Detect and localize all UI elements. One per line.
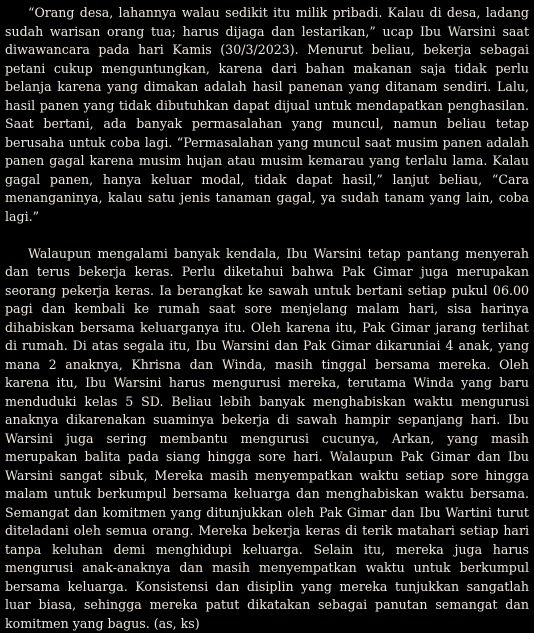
paragraph-interview-quote: “Orang desa, lahannya walau sedikit itu milik pribadi. Kalau di desa, ladang sudah warisan orang tua; harus dijaga dan lestarikan,” ucap Ibu Warsini saat diwawancara pada hari Kamis (30/3/2023). Menurut beliau, bekerja sebagai petani cukup menguntungkan, karena dari bahan makanan saja tidak perlu belanja karena yang dimakan adalah hasil panenan yang ditanam sendiri. Lalu, hasil panen yang tidak dibutuhkan dapat dijual untuk mendapatkan penghasilan. Saat bertani, ada banyak permasalahan yang muncul, namun beliau tetap berusaha untuk coba lagi. “Permasalahan yang muncul saat musim panen adalah panen gagal karena musim hujan atau musim kemarau yang terlalu lama. Kalau gagal panen, hanya keluar modal, tidak dapat hasil,” lanjut beliau, “Cara menanganinya, kalau satu jenis tanaman gagal, ya sudah tanam yang lain, coba lagi.” [5,4,529,226]
paragraph-spacer [5,226,529,245]
paragraph-family-commitment: Walaupun mengalami banyak kendala, Ibu Warsini tetap pantang menyerah dan terus bekerja keras. Perlu diketahui bahwa Pak Gimar juga merupakan seorang pekerja keras. Ia berangkat ke sawah untuk bertani setiap pukul 06.00 pagi dan kembali ke rumah saat sore menjelang malam hari, sisa harinya dihabiskan bersama keluarganya itu. Oleh karena itu, Pak Gimar jarang terlihat di rumah. Di atas segala itu, Ibu Warsini dan Pak Gimar dikaruniai 4 anak, yang mana 2 anaknya, Khrisna dan Winda, masih tinggal bersama mereka. Oleh karena itu, Ibu Warsini harus mengurusi mereka, terutama Winda yang baru menduduki kelas 5 SD. Beliau lebih banyak menghabiskan waktu mengurusi anaknya dikarenakan suaminya bekerja di sawah hampir sepanjang hari. Ibu Warsini juga sering membantu mengurusi cucunya, Arkan, yang masih merupakan balita pada siang hingga sore hari. Walaupun Pak Gimar dan Ibu Warsini sangat sibuk, Mereka masih menyempatkan waktu setiap sore hingga malam untuk berkumpul bersama keluarga dan menghabiskan waktu bersama. Semangat dan komitmen yang ditunjukkan oleh Pak Gimar dan Ibu Wartini turut diteladani oleh semua orang. Mereka bekerja keras di terik matahari setiap hari tanpa keluhan demi menghidupi keluarga. Selain itu, mereka juga harus mengurusi anak-anaknya dan masih menyempatkan waktu untuk berkumpul bersama keluarga. Konsistensi dan disiplin yang mereka tunjukkan sangatlah luar biasa, sehingga mereka patut dikatakan sebagai panutan semangat dan komitmen yang bagus. (as, ks) [5,245,529,633]
